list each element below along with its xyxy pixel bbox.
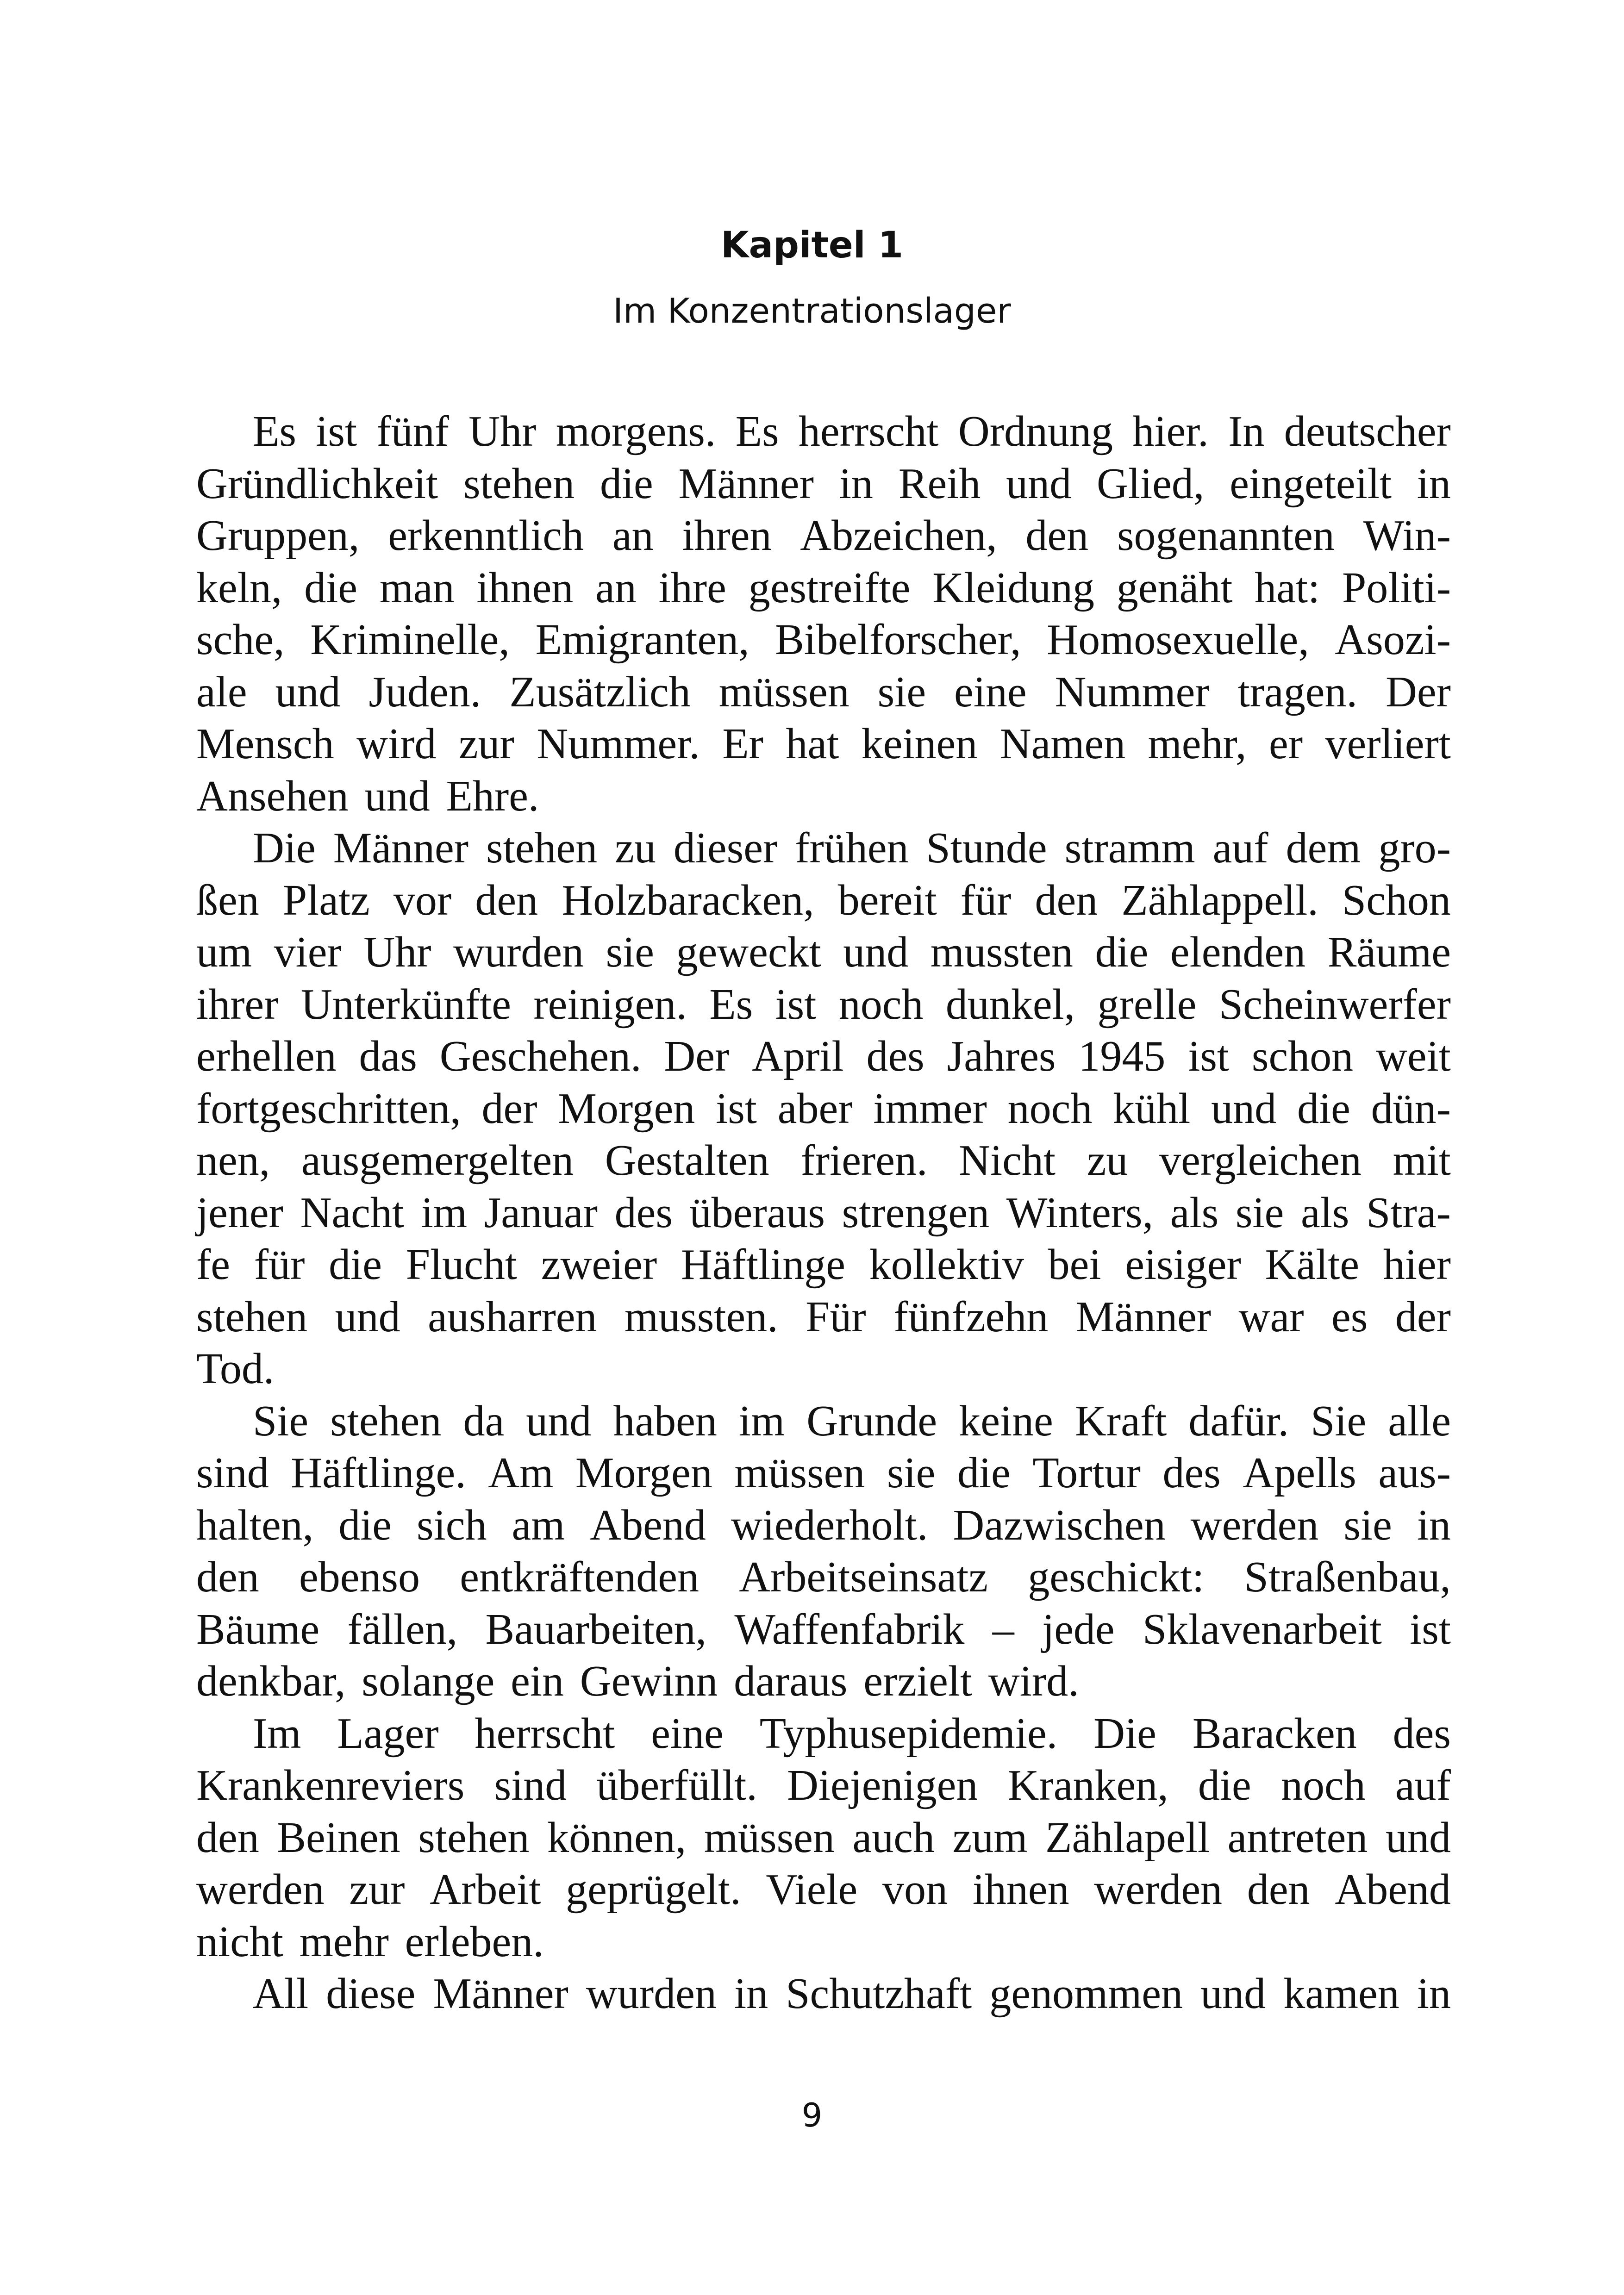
text-line: halten, die sich am Abend wiederholt. Dazwischen werden sie in bbox=[196, 1501, 1451, 1549]
text-line: ihrer Unterkünfte reinigen. Es ist noch dunkel, grelle Scheinwerfer bbox=[196, 980, 1451, 1029]
text-line: Mensch wird zur Nummer. Er hat keinen Namen mehr, er verliert bbox=[196, 720, 1451, 768]
text-line: All diese Männer wurden in Schutzhaft genommen und kamen in bbox=[253, 1970, 1451, 2018]
text-line: denkbar, solange ein Gewinn daraus erzielt wird. bbox=[196, 1657, 1079, 1705]
text-line: Krankenreviers sind überfüllt. Diejenigen Kranken, die noch auf bbox=[196, 1761, 1451, 1809]
text-line: jener Nacht im Januar des überaus strengen Winters, als sie als Stra- bbox=[196, 1188, 1451, 1237]
text-line: Sie stehen da und haben im Grunde keine Kraft dafür. Sie alle bbox=[253, 1397, 1451, 1445]
paragraph bbox=[196, 1395, 1451, 1708]
text-line: den ebenso entkräftenden Arbeitseinsatz geschickt: Straßenbau, bbox=[196, 1553, 1451, 1601]
paragraph bbox=[196, 1968, 1451, 2020]
paragraph bbox=[196, 1708, 1451, 1968]
text-line: ale und Juden. Zusätzlich müssen sie eine Nummer tragen. Der bbox=[196, 667, 1451, 716]
text-line: stehen und ausharren mussten. Für fünfzehn Männer war es der bbox=[196, 1292, 1451, 1341]
text-line: Im Lager herrscht eine Typhusepidemie. Die Baracken des bbox=[253, 1709, 1451, 1758]
text-line: sche, Kriminelle, Emigranten, Bibelforscher, Homosexuelle, Asozi- bbox=[196, 616, 1451, 664]
text-line: sind Häftlinge. Am Morgen müssen sie die Tortur des Apells aus- bbox=[196, 1449, 1451, 1497]
text-line: Tod. bbox=[196, 1345, 275, 1393]
text-line: Es ist fünf Uhr morgens. Es herrscht Ordnung hier. In deutscher bbox=[253, 407, 1451, 455]
text-line: nicht mehr erleben. bbox=[196, 1917, 544, 1966]
chapter-title: Im Konzentrationslager bbox=[613, 291, 1011, 331]
text-line: Bäume fällen, Bauarbeiten, Waffenfabrik – jede Sklavenarbeit ist bbox=[196, 1605, 1451, 1653]
text-line: Ansehen und Ehre. bbox=[196, 772, 539, 820]
paragraph bbox=[196, 405, 1451, 822]
text-line: ßen Platz vor den Holzbaracken, bereit für den Zählappell. Schon bbox=[196, 876, 1451, 924]
text-line: keln, die man ihnen an ihre gestreifte Kleidung genäht hat: Politi- bbox=[196, 563, 1451, 612]
text-line: nen, ausgemergelten Gestalten frieren. Nicht zu vergleichen mit bbox=[196, 1136, 1451, 1185]
body-text bbox=[196, 405, 1451, 2020]
text-line: fe für die Flucht zweier Häftlinge kollektiv bei eisiger Kälte hier bbox=[196, 1241, 1451, 1289]
text-line: erhellen das Geschehen. Der April des Jahres 1945 ist schon weit bbox=[196, 1032, 1451, 1080]
text-line: Gruppen, erkenntlich an ihren Abzeichen, den sogenannten Win- bbox=[196, 511, 1451, 560]
text-line: Gründlichkeit stehen die Männer in Reih und Glied, eingeteilt in bbox=[196, 459, 1451, 508]
paragraph bbox=[196, 822, 1451, 1395]
text-line: Die Männer stehen zu dieser frühen Stunde stramm auf dem gro- bbox=[253, 824, 1451, 872]
text-line: den Beinen stehen können, müssen auch zum Zählapell antreten und bbox=[196, 1813, 1451, 1862]
chapter-number: Kapitel 1 bbox=[721, 225, 903, 266]
text-line: fortgeschritten, der Morgen ist aber immer noch kühl und die dün- bbox=[196, 1084, 1451, 1133]
page-number: 9 bbox=[801, 2096, 823, 2134]
text-line: werden zur Arbeit geprügelt. Viele von ihnen werden den Abend bbox=[196, 1865, 1451, 1914]
text-line: um vier Uhr wurden sie geweckt und mussten die elenden Räume bbox=[196, 928, 1451, 976]
